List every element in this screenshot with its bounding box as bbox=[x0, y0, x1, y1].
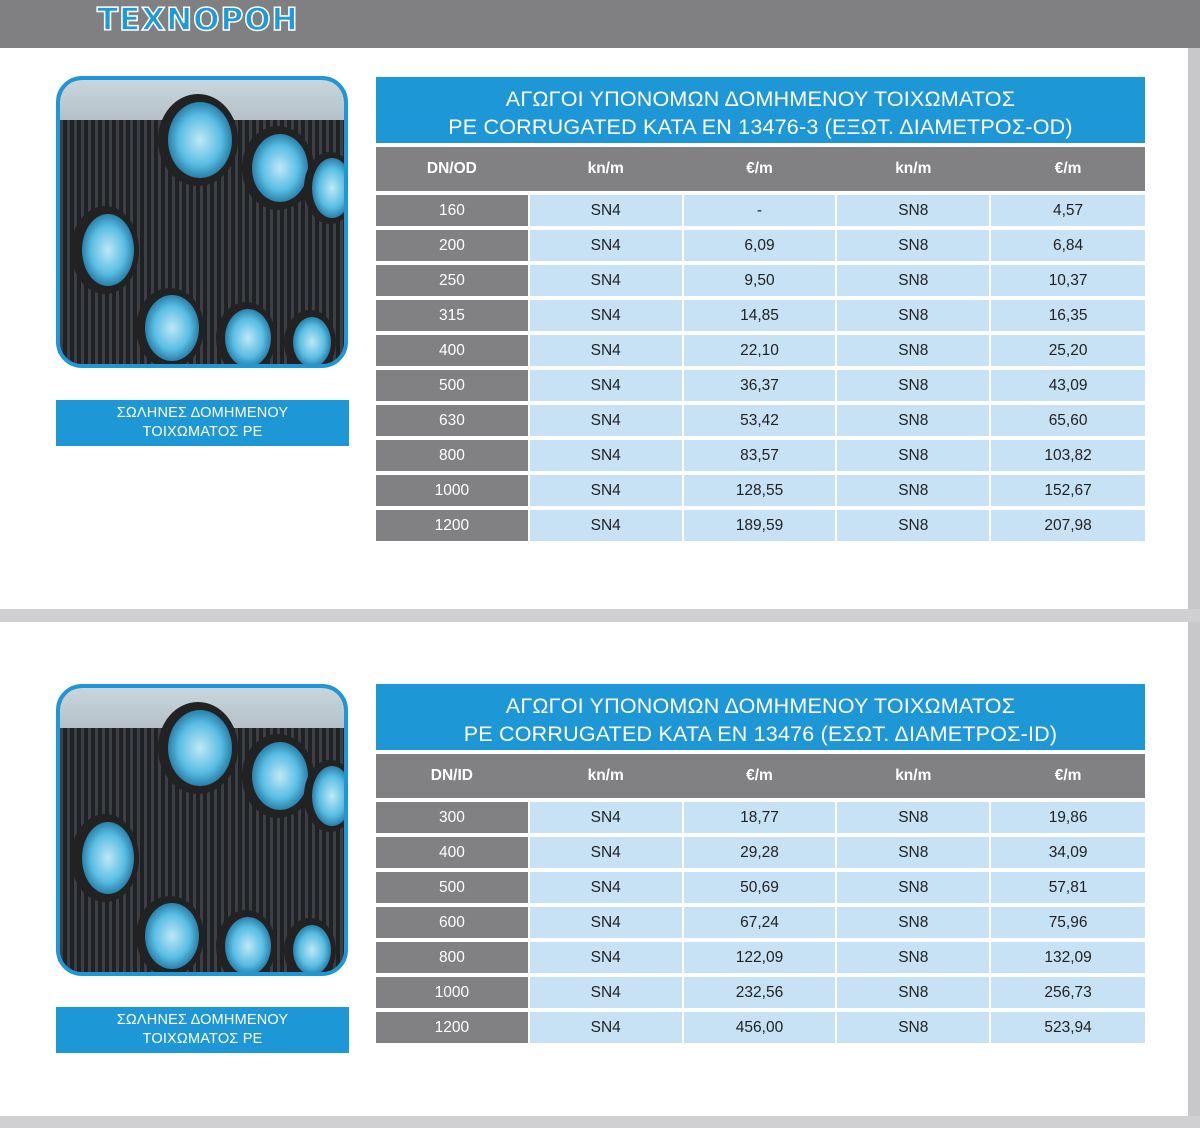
table-cell: SN4 bbox=[530, 440, 684, 471]
table-cell: 34,09 bbox=[991, 837, 1145, 868]
right-rail bbox=[1188, 48, 1200, 1128]
table-cell: 6,09 bbox=[684, 230, 838, 261]
table-cell: 18,77 bbox=[684, 802, 838, 833]
product-caption bbox=[56, 1007, 349, 1053]
table-cell: 128,55 bbox=[684, 475, 838, 506]
table-cell: 256,73 bbox=[991, 977, 1145, 1008]
table-cell: - bbox=[684, 195, 838, 226]
table-cell: SN4 bbox=[530, 510, 684, 541]
column-header: kn/m bbox=[530, 754, 684, 798]
table-cell: SN8 bbox=[837, 475, 991, 506]
table-row bbox=[376, 440, 1145, 471]
dn-cell: 250 bbox=[376, 265, 530, 296]
table-cell: SN8 bbox=[837, 977, 991, 1008]
table-row bbox=[376, 300, 1145, 331]
pipes-photo bbox=[56, 684, 348, 976]
product-caption bbox=[56, 400, 349, 446]
dn-cell: 600 bbox=[376, 907, 530, 938]
table-row bbox=[376, 265, 1145, 296]
price-table bbox=[376, 143, 1145, 545]
top-banner bbox=[0, 0, 1200, 48]
caption-line-2: ΤΟΙΧΩΜΑΤΟΣ PE bbox=[142, 424, 263, 440]
column-header: €/m bbox=[991, 754, 1145, 798]
table-title-line-2: PE CORRUGATED ΚΑΤΑ EN 13476 (ΕΣΩΤ. ΔΙΑΜΕΤΡΟΣ-ID) bbox=[463, 722, 1058, 746]
dn-cell: 200 bbox=[376, 230, 530, 261]
table-cell: SN8 bbox=[837, 510, 991, 541]
caption-line-2: ΤΟΙΧΩΜΑΤΟΣ PE bbox=[142, 1031, 263, 1047]
table-cell: SN4 bbox=[530, 370, 684, 401]
table-cell: SN8 bbox=[837, 195, 991, 226]
table-cell: 4,57 bbox=[991, 195, 1145, 226]
table-cell: SN8 bbox=[837, 300, 991, 331]
table-cell: SN4 bbox=[530, 335, 684, 366]
dn-cell: 160 bbox=[376, 195, 530, 226]
section-divider bbox=[0, 609, 1200, 622]
table-row bbox=[376, 837, 1145, 868]
table-row bbox=[376, 942, 1145, 973]
column-header: DN/OD bbox=[376, 147, 530, 191]
table-title-line-2: PE CORRUGATED ΚΑΤΑ EN 13476-3 (ΕΞΩΤ. ΔΙΑΜΕΤΡΟΣ-OD) bbox=[448, 115, 1073, 139]
table-header-row bbox=[376, 147, 1145, 191]
table-cell: SN4 bbox=[530, 977, 684, 1008]
table-title bbox=[376, 684, 1145, 754]
table-row bbox=[376, 510, 1145, 541]
table-cell: 36,37 bbox=[684, 370, 838, 401]
table-cell: SN8 bbox=[837, 370, 991, 401]
table-row bbox=[376, 335, 1145, 366]
table-cell: SN8 bbox=[837, 942, 991, 973]
table-cell: 14,85 bbox=[684, 300, 838, 331]
dn-cell: 400 bbox=[376, 335, 530, 366]
column-header: kn/m bbox=[837, 754, 991, 798]
table-cell: SN8 bbox=[837, 265, 991, 296]
table-cell: 75,96 bbox=[991, 907, 1145, 938]
dn-cell: 800 bbox=[376, 440, 530, 471]
table-cell: 53,42 bbox=[684, 405, 838, 436]
caption-line-1: ΣΩΛΗΝΕΣ ΔΟΜΗΜΕΝΟΥ bbox=[116, 1012, 289, 1028]
table-cell: 189,59 bbox=[684, 510, 838, 541]
table-cell: SN8 bbox=[837, 907, 991, 938]
column-header: €/m bbox=[684, 754, 838, 798]
section-divider bbox=[0, 1116, 1200, 1128]
table-cell: 25,20 bbox=[991, 335, 1145, 366]
table-cell: SN4 bbox=[530, 300, 684, 331]
table-cell: SN4 bbox=[530, 475, 684, 506]
table-cell: 67,24 bbox=[684, 907, 838, 938]
table-title bbox=[376, 77, 1145, 147]
dn-cell: 1200 bbox=[376, 1012, 530, 1043]
dn-cell: 800 bbox=[376, 942, 530, 973]
column-header: kn/m bbox=[530, 147, 684, 191]
table-cell: SN8 bbox=[837, 1012, 991, 1043]
brand-logo: ΤΕΧΝΟΡΟΗ bbox=[97, 2, 299, 38]
dn-cell: 300 bbox=[376, 802, 530, 833]
table-cell: 57,81 bbox=[991, 872, 1145, 903]
table-cell: 207,98 bbox=[991, 510, 1145, 541]
table-cell: 6,84 bbox=[991, 230, 1145, 261]
table-cell: 83,57 bbox=[684, 440, 838, 471]
table-title-line-1: ΑΓΩΓΟΙ ΥΠΟΝΟΜΩΝ ΔΟΜΗΜΕΝΟΥ ΤΟΙΧΩΜΑΤΟΣ bbox=[505, 694, 1016, 718]
table-cell: SN8 bbox=[837, 405, 991, 436]
price-table-od bbox=[376, 77, 1145, 545]
table-cell: 10,37 bbox=[991, 265, 1145, 296]
table-header-row bbox=[376, 754, 1145, 798]
table-row bbox=[376, 475, 1145, 506]
column-header: €/m bbox=[684, 147, 838, 191]
table-row bbox=[376, 1012, 1145, 1043]
table-row bbox=[376, 907, 1145, 938]
table-cell: SN8 bbox=[837, 440, 991, 471]
table-cell: SN8 bbox=[837, 802, 991, 833]
table-cell: 152,67 bbox=[991, 475, 1145, 506]
pipes-photo bbox=[56, 76, 348, 368]
table-cell: SN4 bbox=[530, 837, 684, 868]
dn-cell: 1000 bbox=[376, 475, 530, 506]
price-table-id bbox=[376, 684, 1145, 1047]
table-cell: SN4 bbox=[530, 1012, 684, 1043]
table-cell: SN8 bbox=[837, 872, 991, 903]
column-header: kn/m bbox=[837, 147, 991, 191]
table-row bbox=[376, 872, 1145, 903]
table-cell: SN4 bbox=[530, 872, 684, 903]
table-cell: SN4 bbox=[530, 942, 684, 973]
table-cell: SN4 bbox=[530, 265, 684, 296]
table-cell: 232,56 bbox=[684, 977, 838, 1008]
column-header: €/m bbox=[991, 147, 1145, 191]
table-cell: SN4 bbox=[530, 802, 684, 833]
table-cell: SN8 bbox=[837, 230, 991, 261]
column-header: DN/ID bbox=[376, 754, 530, 798]
table-cell: 16,35 bbox=[991, 300, 1145, 331]
table-row bbox=[376, 195, 1145, 226]
dn-cell: 315 bbox=[376, 300, 530, 331]
table-cell: SN8 bbox=[837, 335, 991, 366]
table-cell: SN4 bbox=[530, 405, 684, 436]
dn-cell: 1000 bbox=[376, 977, 530, 1008]
table-cell: 43,09 bbox=[991, 370, 1145, 401]
caption-line-1: ΣΩΛΗΝΕΣ ΔΟΜΗΜΕΝΟΥ bbox=[116, 405, 289, 421]
table-row bbox=[376, 802, 1145, 833]
table-cell: 103,82 bbox=[991, 440, 1145, 471]
table-row bbox=[376, 405, 1145, 436]
table-cell: SN4 bbox=[530, 230, 684, 261]
table-cell: 65,60 bbox=[991, 405, 1145, 436]
table-cell: SN4 bbox=[530, 195, 684, 226]
table-row bbox=[376, 230, 1145, 261]
dn-cell: 630 bbox=[376, 405, 530, 436]
dn-cell: 400 bbox=[376, 837, 530, 868]
table-title-line-1: ΑΓΩΓΟΙ ΥΠΟΝΟΜΩΝ ΔΟΜΗΜΕΝΟΥ ΤΟΙΧΩΜΑΤΟΣ bbox=[505, 87, 1016, 111]
price-table bbox=[376, 750, 1145, 1047]
table-cell: 9,50 bbox=[684, 265, 838, 296]
dn-cell: 1200 bbox=[376, 510, 530, 541]
dn-cell: 500 bbox=[376, 370, 530, 401]
table-cell: 50,69 bbox=[684, 872, 838, 903]
table-cell: 456,00 bbox=[684, 1012, 838, 1043]
table-row bbox=[376, 370, 1145, 401]
table-cell: 29,28 bbox=[684, 837, 838, 868]
table-cell: SN8 bbox=[837, 837, 991, 868]
table-cell: 523,94 bbox=[991, 1012, 1145, 1043]
table-cell: SN4 bbox=[530, 907, 684, 938]
table-cell: 122,09 bbox=[684, 942, 838, 973]
dn-cell: 500 bbox=[376, 872, 530, 903]
table-row bbox=[376, 977, 1145, 1008]
table-cell: 132,09 bbox=[991, 942, 1145, 973]
table-cell: 19,86 bbox=[991, 802, 1145, 833]
table-cell: 22,10 bbox=[684, 335, 838, 366]
